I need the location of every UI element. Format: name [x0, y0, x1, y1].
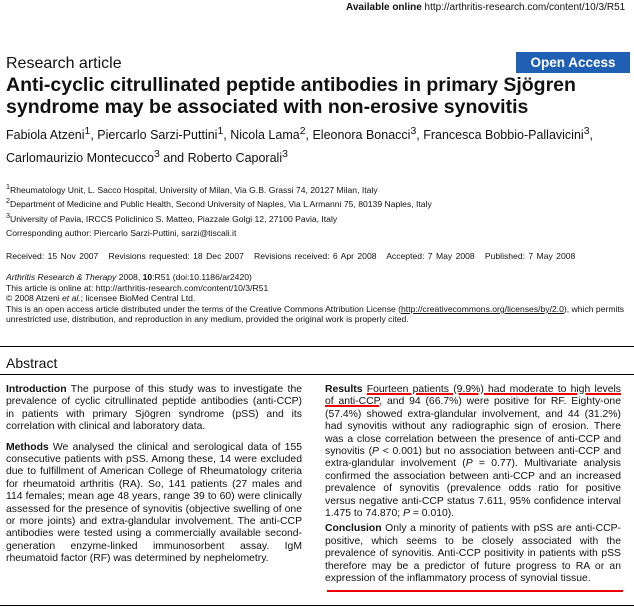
- author: Roberto Caporali: [187, 151, 283, 166]
- author: Carlomaurizio Montecucco: [6, 151, 154, 166]
- author: Francesca Bobbio-Pallavicini: [423, 128, 584, 143]
- abstract-conclusion: Conclusion Only a minority of patients with pSS are anti-CCP-positive, which seems to be closely associated with the prevalence of synovitis. Anti-CCP positivity in patients with pSS therefore may be a predictor of future progress to RA or an expression of the inflammatory process of synovial tissue.: [325, 523, 622, 585]
- article-title: Anti-cyclic citrullinated peptide antibodies in primary Sjögren syndrome may be associated with non-erosive synovitis: [6, 74, 576, 118]
- citation-line: Arthritis Research & Therapy 2008, 10:R51 (doi:10.1186/ar2420): [6, 272, 252, 282]
- article-section: Research article: [6, 55, 122, 72]
- author: Piercarlo Sarzi-Puttini: [97, 128, 218, 143]
- abstract-methods: Methods We analysed the clinical and serological data of 155 consecutive patients with pSS. Among these, 14 were excluded due to fulfillment of American College of Rheumatology criteria for rheumatoid arthritis (RA). So, 141 patients (27 males and 114 females; mean age 48 years, range 39 to 60) were clinically assessed for the presence of synovitis (objective swelling of one or more joints) and extra-glandular involvement. The anti-CCP antibodies were tested using a commercially available second-generation enzyme-linked immunosorbent assay. IgM rheumatoid factor (RF) was determined by nephelometry.: [6, 441, 303, 565]
- availability-line: [346, 2, 625, 13]
- abstract-left-column: [6, 384, 302, 569]
- author: Fabiola Atzeni: [6, 128, 85, 143]
- license-link[interactable]: http://creativecommons.org/licenses/by/2.0: [401, 303, 564, 314]
- available-label: Available online: [346, 2, 422, 13]
- article-dates: Received: 15 Nov 2007 Revisions requested: 18 Dec 2007 Revisions received: 6 Apr 2008 Accepted: 7 May 2008 Published: 7 May 2008: [6, 251, 576, 261]
- affiliations: [6, 182, 432, 225]
- available-url[interactable]: http://arthritis-research.com/content/10/3/R51: [424, 2, 626, 13]
- abstract-introduction: Introduction The purpose of this study was to investigate the prevalence of cyclic citrullinated peptide antibodies (anti-CCP) in patients with primary Sjögren syndrome (pSS) and its correlation with clinical and laboratory data.: [6, 384, 302, 433]
- author-list: Fabiola Atzeni$^1$, Piercarlo Sarzi-Puttini$^1$, Nicola Lama$^2$, Eleonora Bonacci$^3$, Francesca Bobbio-Pallavicini$^3$, Carlomaurizio Montecucco$^3$ and Roberto Caporali$^3$: [6, 126, 593, 166]
- author: Eleonora Bonacci: [312, 128, 411, 143]
- affiliation: $^2$Department of Medicine and Public Health, Second University of Naples, Via L Armanni 75, 80139 Naples, Italy: [6, 197, 432, 210]
- affiliation: $^1$Rheumatology Unit, L. Sacco Hospital, University of Milan, Via G.B. Grassi 74, 20127 Milan, Italy: [6, 183, 378, 195]
- license-text: This is an open access article distributed under the terms of the Creative Commons Attribution License (http://creativecommons.org/licenses/by/2.0), which permits unrestricted use, distribution, and reproduction in any medium, provided the original work is properly cited.: [6, 303, 625, 325]
- page-bottom-rule: [0, 605, 634, 606]
- results-highlight: Fourteen patients (9.9%) had moderate to high levels of anti-CCP: [325, 384, 622, 408]
- author: Nicola Lama: [230, 128, 300, 143]
- corresponding-author: Corresponding author: Piercarlo Sarzi-Puttini, sarzi@tiscali.it: [6, 228, 237, 238]
- abstract-right-column: [325, 384, 621, 589]
- open-access-badge: Open Access: [516, 52, 630, 73]
- authors-and: and: [163, 151, 185, 166]
- copyright-line: © 2008 Atzeni et al.; licensee BioMed Central Ltd.: [6, 293, 196, 304]
- online-line: This article is online at: http://arthritis-research.com/content/10/3/R51: [6, 282, 269, 293]
- affiliation: $^3$University of Pavia, IRCCS Policlinico S. Matteo, Piazzale Golgi 12, 27100 Pavia, Italy: [6, 211, 338, 224]
- abstract-results: Results Fourteen patients (9.9%) had moderate to high levels of anti-CCP, and 94 (66.7%) were positive for RF. Eighty-one (57.4%) showed extra-glandular involvement, and 44 (31.2%) had synovitis without any radiographic sign of erosion. There was a close correlation between the presence of anti-CCP and synovitis (P < 0.001) but no association between anti-CCP and extra-glandular involvement (P = 0.77). Multivariate analysis confirmed the association between anti-CCP and an increased prevalence of synovitis (prevalence odds ratio for positive versus negative anti-CCP status 7.611, 95% confidence interval 1.475 to 74.870; P = 0.010).: [325, 384, 622, 520]
- conclusion-underline-mark: [327, 590, 623, 592]
- abstract-heading: Abstract: [6, 355, 58, 371]
- citation-block: [6, 272, 626, 325]
- abstract-heading-rule: [0, 374, 634, 375]
- abstract-top-rule: [0, 346, 634, 347]
